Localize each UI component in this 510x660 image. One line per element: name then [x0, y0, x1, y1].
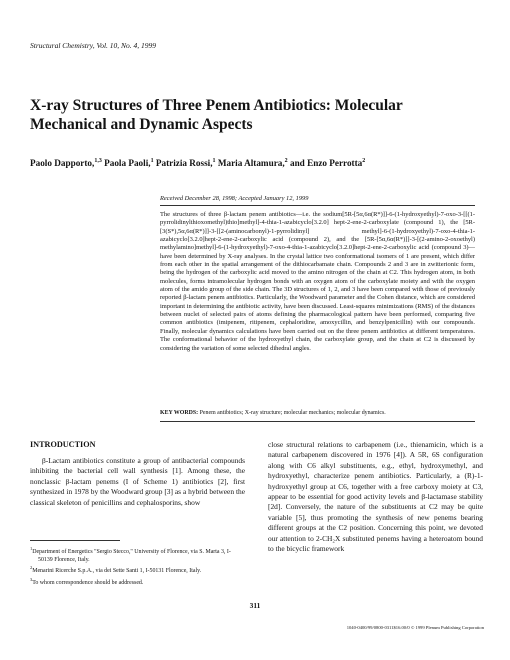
copyright-line: 1040-0400/99/0800-0311$16.00/0 © 1999 Plenum Publishing Corporation [346, 625, 484, 630]
author-name: Paolo Dapporto, [30, 158, 95, 169]
page-number: 311 [249, 601, 261, 610]
footnote-marker: 2 [30, 565, 33, 571]
footnote [30, 576, 245, 588]
author-affiliation: 1,3 [94, 158, 102, 164]
author-affiliation: 1 [212, 158, 216, 164]
author-affiliation: 1 [150, 158, 154, 164]
footnote [30, 564, 245, 576]
keywords-label: KEY WORDS: [160, 410, 199, 416]
footnote-text: Department of Energetics "Sergio Stecco," University of Florence, via S. Marta 3, I-50139 Florence, Italy. [32, 548, 231, 563]
abstract-top-rule [160, 205, 475, 206]
abstract-bottom-rule [160, 421, 475, 422]
author-affiliation: 2 [362, 158, 366, 164]
footnote-marker: 3 [30, 576, 33, 582]
footnote-rule [30, 540, 120, 541]
title-line-2: Mechanical and Dynamic Aspects [30, 116, 253, 133]
footnotes [30, 545, 245, 587]
author-name: Patrizia Rossi, [155, 158, 213, 169]
body-column-right: close structural relations to carbapenem (i.e., thienamicin, which is a natural carbapenem discovered in 1976 [4]). A 5R, 6S configuration along with C6 alkyl substituents, e.g., ethyl, hydroxymethyl, and hydroxyethyl, characterize penem antibiotics. Particularly, a (R)-1-hydroxyethyl group at C6, together with a free carboxy moiety at C3, appear to be essential for good activity levels and β-lactamase stability [2d]. Conversely, the nature of the substituents at C2 may be quite variable [5], thus promoting the synthesis of new penems bearing different groups at the C2 position. Concerning this point, we devoted our attention to 2-CH₂X substituted penems having a heteroatom bound to the bicyclic framework [268, 440, 483, 554]
keywords [160, 410, 475, 416]
author-list [30, 158, 500, 168]
journal-citation: Structural Chemistry, Vol. 10, No. 4, 1999 [30, 41, 157, 50]
author-name: and Enzo Perrotta [289, 158, 363, 169]
author-affiliation: 2 [284, 158, 288, 164]
footnote-text: To whom correspondence should be addressed. [32, 579, 144, 586]
body-column-left: β-Lactam antibiotics constitute a group of antibacterial compounds inhibiting the bacterial cell wall synthesis [1]. Among these, the nonclassic β-lactam penems (I of Scheme 1) antibiotics [2], first synthesized in 1978 by the Woodward group [3] as a hybrid between the classical skeleton of penicillins and cephalosporins, show [30, 456, 245, 507]
footnote-text: Menarini Ricerche S.p.A., via dei Sette Santi 1, I-50131 Florence, Italy. [32, 568, 202, 575]
author-name: Maria Altamura, [217, 158, 285, 169]
author-name: Paola Paoli, [104, 158, 151, 169]
footnote [30, 545, 245, 564]
section-heading-introduction: INTRODUCTION [30, 440, 96, 449]
title-line-1: X-ray Structures of Three Penem Antibiotics: Molecular [30, 97, 403, 114]
received-date: Received December 28, 1998; Accepted January 12, 1999 [160, 195, 309, 202]
article-title [30, 96, 460, 134]
abstract: The structures of three β-lactam penem antibiotics—i.e. the sodium[5R-[5α,6α(R*)]]-6-(1-hydroxyethyl)-7-oxo-3-[[(1-pyrrolidinylthioxomethyl)thio]methyl]-4-thia-1-azabicyclo[3.2.0] hept-2-ene-2-carboxylate (compound 1), the [5R-[3(S*),5α,6α(R*)]]-3-[[2-(aminocarbonyl)-1-pyrrolidinyl] methyl]-6-(1-hydroxyethyl)-7-oxo-4-thia-1-azabicyclo[3.2.0]hept-2-ene-2-carboxylic acid (compound 2), and the [5R-[5α,6α(R*)]]-3-[(2-amino-2-oxoethyl) methylamino]methyl]-6-(1-hydroxyethyl)-7-oxo-4-thia-1-azabicyclo[3.2.0]hept-2-ene-2-carboxylic acid (compound 3)—have been determined by X-ray analyses. In the crystal lattice two conformational isomers of 1 are present, which differ from each other in the spatial arrangement of the dithiocarbamate chain. Compounds 2 and 3 are in zwitterionic form, being the hydrogen of the carboxylic acid moved to the amino nitrogen of the chain at C2. This hydrogen atom, in both molecules, forms intramolecular hydrogen bonds with an oxygen atom of the carboxylate moiety and with the oxygen atom of the amido group of the side chain. The 3D structures of 1, 2, and 3 have been compared with those of previously reported β-lactam penem antibiotics. Particularly, the Woodward parameter and the Cohen distance, which are considered important in determining the antibiotic activity, have been discussed. Least-squares minimizations (RMS) of the distances between nuclei of selected pairs of atoms defining the pharmacological pattern have been performed, comparing five common antibiotics (imipenem, ritipenem, cephaloridine, amoxycillin, and benzylpenicillin) with our compounds. Finally, molecular dynamics calculations have been carried out on the three penem antibiotics at different temperatures. The conformational behavior of the hydroxyethyl chain, the carboxylate group, and the chain at C2 is discussed by considering the variation of some selected dihedral angles. [160, 211, 475, 352]
keywords-text: Penem antibiotics; X-ray structure; molecular mechanics; molecular dynamics. [199, 410, 386, 416]
footnote-marker: 1 [30, 546, 33, 551]
